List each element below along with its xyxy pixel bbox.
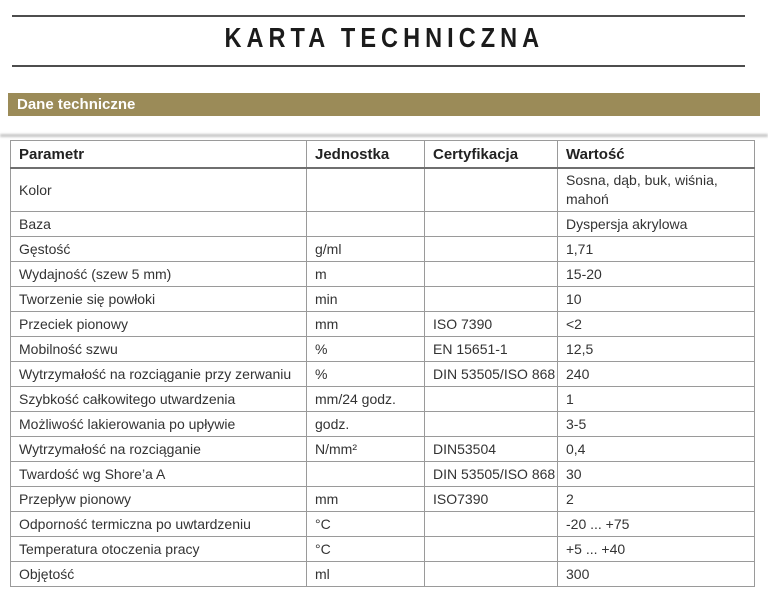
- cell-certyfikacja: DIN 53505/ISO 868: [425, 362, 558, 387]
- cell-parametr: Objętość: [11, 562, 307, 587]
- cell-jednostka: godz.: [307, 412, 425, 437]
- cell-certyfikacja: [425, 537, 558, 562]
- cell-jednostka: mm: [307, 312, 425, 337]
- table-row: [11, 437, 755, 462]
- cell-certyfikacja: EN 15651-1: [425, 337, 558, 362]
- column-header-jednostka: Jednostka: [307, 141, 425, 169]
- section-header-label: Dane techniczne: [17, 96, 136, 113]
- cell-parametr: Temperatura otoczenia pracy: [11, 537, 307, 562]
- table-row: [11, 562, 755, 587]
- table-row: [11, 287, 755, 312]
- technical-data-table: [10, 140, 755, 587]
- cell-wartosc: -20 ... +75: [558, 512, 755, 537]
- cell-jednostka: m: [307, 262, 425, 287]
- cell-jednostka: °C: [307, 537, 425, 562]
- cell-parametr: Wytrzymałość na rozciąganie przy zerwaniu: [11, 362, 307, 387]
- cell-wartosc: 240: [558, 362, 755, 387]
- cell-certyfikacja: [425, 212, 558, 237]
- cell-parametr: Wytrzymałość na rozciąganie: [11, 437, 307, 462]
- table-body: [11, 168, 755, 587]
- cell-wartosc: 30: [558, 462, 755, 487]
- cell-jednostka: ml: [307, 562, 425, 587]
- scan-artifact-line: [0, 134, 768, 137]
- cell-certyfikacja: [425, 512, 558, 537]
- table-row: [11, 362, 755, 387]
- cell-wartosc: 1: [558, 387, 755, 412]
- cell-parametr: Tworzenie się powłoki: [11, 287, 307, 312]
- cell-certyfikacja: DIN 53505/ISO 868: [425, 462, 558, 487]
- cell-jednostka: mm/24 godz.: [307, 387, 425, 412]
- cell-jednostka: %: [307, 362, 425, 387]
- cell-certyfikacja: [425, 412, 558, 437]
- cell-jednostka: g/ml: [307, 237, 425, 262]
- cell-wartosc: 3-5: [558, 412, 755, 437]
- column-header-parametr: Parametr: [11, 141, 307, 169]
- cell-certyfikacja: [425, 387, 558, 412]
- cell-parametr: Baza: [11, 212, 307, 237]
- cell-parametr: Szybkość całkowitego utwardzenia: [11, 387, 307, 412]
- cell-certyfikacja: [425, 262, 558, 287]
- table-row: [11, 462, 755, 487]
- table-row: [11, 487, 755, 512]
- table-row: [11, 168, 755, 212]
- cell-parametr: Przeciek pionowy: [11, 312, 307, 337]
- cell-wartosc: 10: [558, 287, 755, 312]
- cell-parametr: Twardość wg Shore’a A: [11, 462, 307, 487]
- cell-parametr: Wydajność (szew 5 mm): [11, 262, 307, 287]
- table-row: [11, 212, 755, 237]
- cell-jednostka: [307, 462, 425, 487]
- table-row: [11, 412, 755, 437]
- cell-certyfikacja: [425, 287, 558, 312]
- cell-jednostka: [307, 212, 425, 237]
- table-row: [11, 237, 755, 262]
- page-title-text: KARTA TECHNICZNA: [224, 22, 544, 53]
- table-row: [11, 537, 755, 562]
- table-row: [11, 512, 755, 537]
- cell-certyfikacja: [425, 237, 558, 262]
- cell-jednostka: [307, 168, 425, 212]
- cell-parametr: Odporność termiczna po uwtardzeniu: [11, 512, 307, 537]
- cell-jednostka: min: [307, 287, 425, 312]
- cell-wartosc: 0,4: [558, 437, 755, 462]
- cell-wartosc: 2: [558, 487, 755, 512]
- cell-certyfikacja: [425, 562, 558, 587]
- table-row: [11, 262, 755, 287]
- cell-certyfikacja: ISO 7390: [425, 312, 558, 337]
- cell-parametr: Mobilność szwu: [11, 337, 307, 362]
- top-rule: [12, 15, 745, 17]
- cell-jednostka: N/mm²: [307, 437, 425, 462]
- section-header-bar: [8, 93, 760, 116]
- bottom-rule: [12, 65, 745, 67]
- page-title: [0, 22, 768, 54]
- table-row: [11, 387, 755, 412]
- cell-wartosc: Dyspersja akrylowa: [558, 212, 755, 237]
- table-row: [11, 337, 755, 362]
- cell-wartosc: 1,71: [558, 237, 755, 262]
- cell-parametr: Kolor: [11, 168, 307, 212]
- cell-jednostka: mm: [307, 487, 425, 512]
- cell-parametr: Możliwość lakierowania po upływie: [11, 412, 307, 437]
- cell-parametr: Przepływ pionowy: [11, 487, 307, 512]
- cell-jednostka: %: [307, 337, 425, 362]
- column-header-certyfikacja: Certyfikacja: [425, 141, 558, 169]
- cell-wartosc: 12,5: [558, 337, 755, 362]
- cell-jednostka: °C: [307, 512, 425, 537]
- table-row: [11, 312, 755, 337]
- cell-certyfikacja: [425, 168, 558, 212]
- column-header-wartosc: Wartość: [558, 141, 755, 169]
- cell-parametr: Gęstość: [11, 237, 307, 262]
- cell-wartosc: <2: [558, 312, 755, 337]
- cell-wartosc: 15-20: [558, 262, 755, 287]
- cell-wartosc: +5 ... +40: [558, 537, 755, 562]
- cell-wartosc: 300: [558, 562, 755, 587]
- table-header-row: [11, 141, 755, 169]
- cell-certyfikacja: DIN53504: [425, 437, 558, 462]
- cell-wartosc: Sosna, dąb, buk, wiśnia, mahoń: [558, 168, 755, 212]
- cell-certyfikacja: ISO7390: [425, 487, 558, 512]
